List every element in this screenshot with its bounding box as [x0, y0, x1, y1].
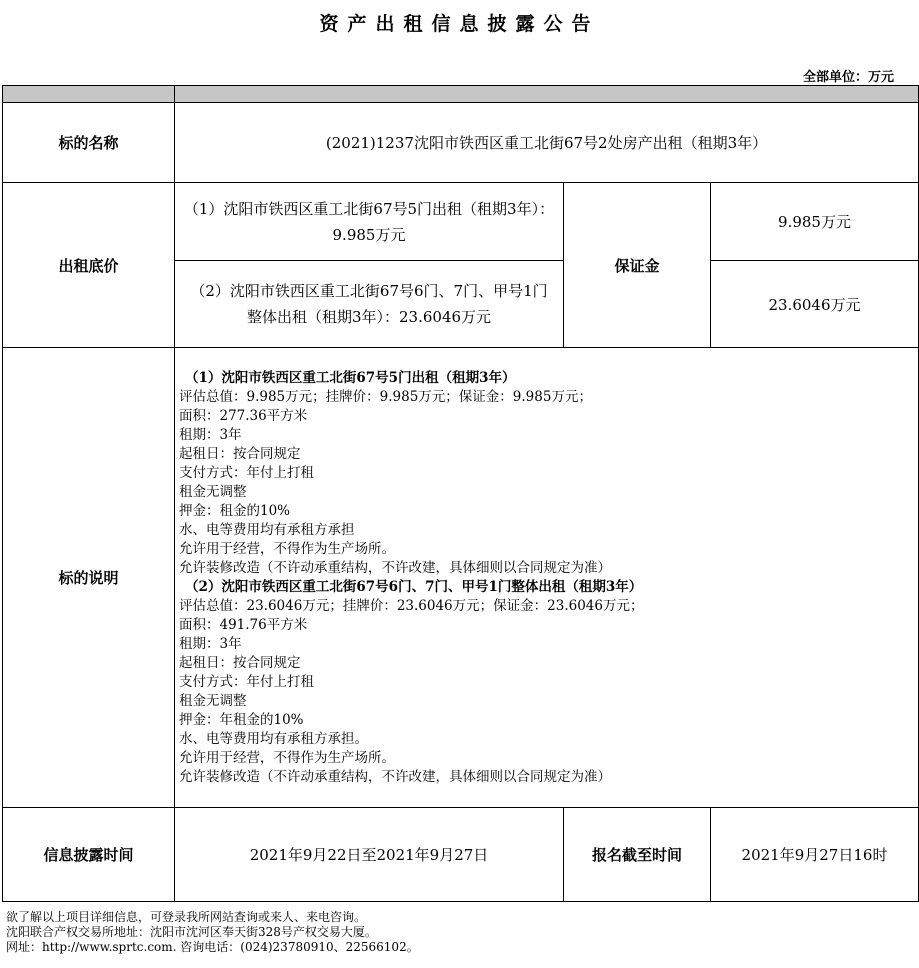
description-section-heading: （1）沈阳市铁西区重工北街67号5门出租（租期3年）: [185, 369, 516, 386]
page-title: 资产出租信息披露公告: [319, 13, 600, 35]
description-label: 标的说明: [3, 348, 175, 808]
description-line: 租期：3年: [179, 426, 242, 443]
deposit-label: 保证金: [564, 183, 711, 348]
disclosure-label: 信息披露时间: [3, 808, 175, 902]
row-description: [3, 348, 919, 808]
deposit-value-1: 9.985万元: [711, 183, 919, 261]
price-label: 出租底价: [3, 183, 175, 348]
description-line: 水、电等费用均有承租方承担。: [179, 730, 368, 747]
description-line: 允许用于经营，不得作为生产场所。: [179, 540, 395, 557]
footer-line-2: 沈阳联合产权交易所地址：沈阳市沈河区奉天街328号产权交易大厦。: [6, 925, 377, 939]
footer-line-3: 网址：http://www.sprtc.com. 咨询电话：(024)23780910、22566102。: [6, 940, 419, 954]
row-price-1: [3, 183, 919, 261]
disclosure-value: 2021年9月22日至2021年9月27日: [175, 808, 564, 902]
description-line: 水、电等费用均有承租方承担: [179, 521, 355, 538]
description-line: 起租日：按合同规定: [179, 445, 301, 462]
footer-line-1: 欲了解以上项目详细信息，可登录我所网站查询或来人、来电咨询。: [6, 910, 367, 924]
table-header-bar: [3, 86, 919, 103]
unit-note: 全部单位：万元: [802, 70, 894, 85]
description-body: [175, 348, 919, 808]
description-line: 起租日：按合同规定: [179, 654, 301, 671]
description-line: 支付方式：年付上打租: [179, 673, 314, 690]
description-section-heading: （2）沈阳市铁西区重工北街67号6门、7门、甲号1门整体出租（租期3年）: [185, 578, 643, 595]
description-line: 租期：3年: [179, 635, 242, 652]
price-item-2: （2）沈阳市铁西区重工北街67号6门、7门、甲号1门整体出租（租期3年）：23.6046万元: [175, 261, 564, 348]
row-disclosure: [3, 808, 919, 902]
price-item-1: （1）沈阳市铁西区重工北街67号5门出租（租期3年）：9.985万元: [175, 183, 564, 261]
description-lines: [179, 369, 914, 787]
description-line: 押金：租金的10%: [179, 502, 291, 519]
description-line: 面积：277.36平方米: [179, 407, 308, 424]
description-line: 允许装修改造（不许动承重结构，不许改建，具体细则以合同规定为准）: [179, 768, 611, 785]
description-line: 评估总值：23.6046万元；挂牌价：23.6046万元；保证金：23.6046万元；: [179, 597, 644, 614]
description-line: 允许用于经营，不得作为生产场所。: [179, 749, 395, 766]
info-table: [2, 85, 919, 902]
deadline-value: 2021年9月27日16时: [711, 808, 919, 902]
deadline-label: 报名截至时间: [564, 808, 711, 902]
footer: [6, 910, 419, 955]
deposit-value-2: 23.6046万元: [711, 261, 919, 348]
description-line: 评估总值：9.985万元；挂牌价：9.985万元；保证金：9.985万元；: [179, 388, 592, 405]
row-name: [3, 103, 919, 183]
description-line: 押金：年租金的10%: [179, 711, 304, 728]
name-label: 标的名称: [3, 103, 175, 183]
description-line: 租金无调整: [179, 483, 247, 500]
description-line: 租金无调整: [179, 692, 247, 709]
description-line: 面积：491.76平方米: [179, 616, 308, 633]
name-value: (2021)1237沈阳市铁西区重工北街67号2处房产出租（租期3年）: [175, 103, 919, 183]
description-line: 支付方式：年付上打租: [179, 464, 314, 481]
description-line: 允许装修改造（不许动承重结构，不许改建，具体细则以合同规定为准）: [179, 559, 611, 576]
